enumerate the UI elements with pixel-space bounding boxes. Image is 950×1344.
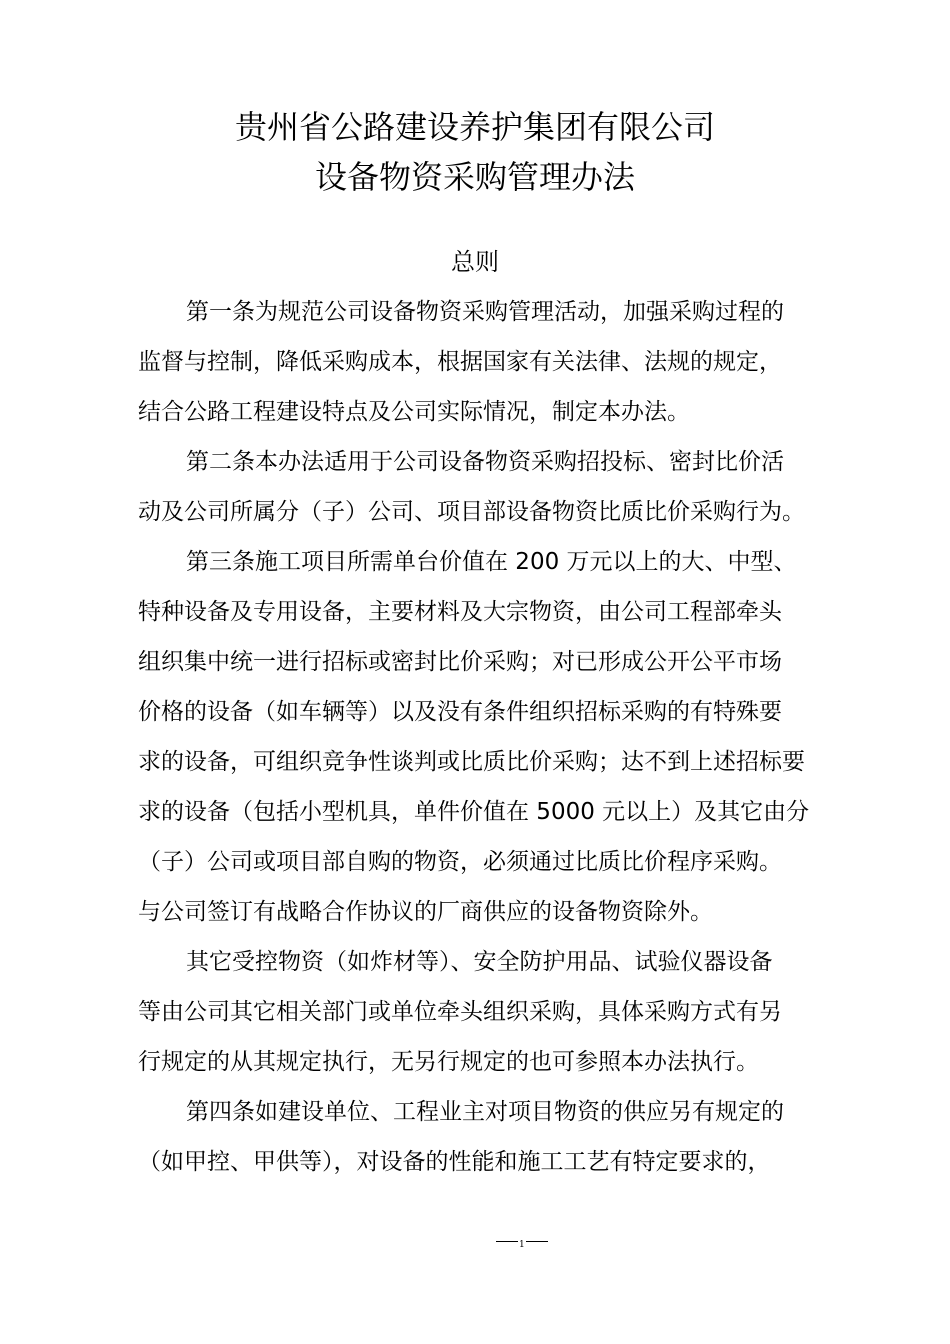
paragraph-controlled-materials-line-1: 其它受控物资（如炸材等）、安全防护用品、试验仪器设备	[186, 949, 773, 975]
article-2-line-1: 第二条本办法适用于公司设备物资采购招投标、密封比价活	[186, 449, 784, 475]
article-4-line-2: （如甲控、甲供等），对设备的性能和施工工艺有特定要求的，	[138, 1149, 771, 1175]
article-3-line-4: 价格的设备（如车辆等）以及没有条件组织招标采购的有特殊要	[138, 699, 782, 725]
article-4-line-1: 第四条如建设单位、工程业主对项目物资的供应另有规定的	[186, 1099, 784, 1125]
article-3-line-3: 组织集中统一进行招标或密封比价采购；对已形成公开公平市场	[138, 649, 782, 675]
page-footer	[0, 1236, 950, 1251]
article-3-line-2: 特种设备及专用设备，主要材料及大宗物资，由公司工程部牵头	[138, 599, 782, 625]
section-heading: 总则	[451, 248, 499, 276]
footer-left-rule	[496, 1241, 518, 1242]
article-3-line-6: 求的设备（包括小型机具，单件价值在 5000 元以上）及其它由分	[138, 799, 810, 825]
article-1-line-3: 结合公路工程建设特点及公司实际情况，制定本办法。	[138, 399, 690, 425]
article-3-line-7: （子）公司或项目部自购的物资，必须通过比质比价程序采购。	[138, 849, 782, 875]
document-title-line-2: 设备物资采购管理办法	[314, 158, 635, 196]
article-3-line-8: 与公司签订有战略合作协议的厂商供应的设备物资除外。	[138, 899, 713, 925]
article-1-line-1: 第一条为规范公司设备物资采购管理活动，加强采购过程的	[186, 299, 784, 325]
footer-right-rule	[526, 1241, 548, 1242]
paragraph-controlled-materials-line-3: 行规定的从其规定执行，无另行规定的也可参照本办法执行。	[138, 1049, 759, 1075]
page-number: 1	[519, 1240, 525, 1250]
article-1-line-2: 监督与控制，降低采购成本，根据国家有关法律、法规的规定，	[138, 349, 782, 375]
document-title-line-1: 贵州省公路建设养护集团有限公司	[234, 108, 715, 146]
article-3-line-1: 第三条施工项目所需单台价值在 200 万元以上的大、中型、	[186, 549, 797, 575]
article-2-line-2: 动及公司所属分（子）公司、项目部设备物资比质比价采购行为。	[138, 499, 805, 525]
article-3-line-5: 求的设备，可组织竞争性谈判或比质比价采购；达不到上述招标要	[138, 749, 805, 775]
paragraph-controlled-materials-line-2: 等由公司其它相关部门或单位牵头组织采购，具体采购方式有另	[138, 999, 782, 1025]
